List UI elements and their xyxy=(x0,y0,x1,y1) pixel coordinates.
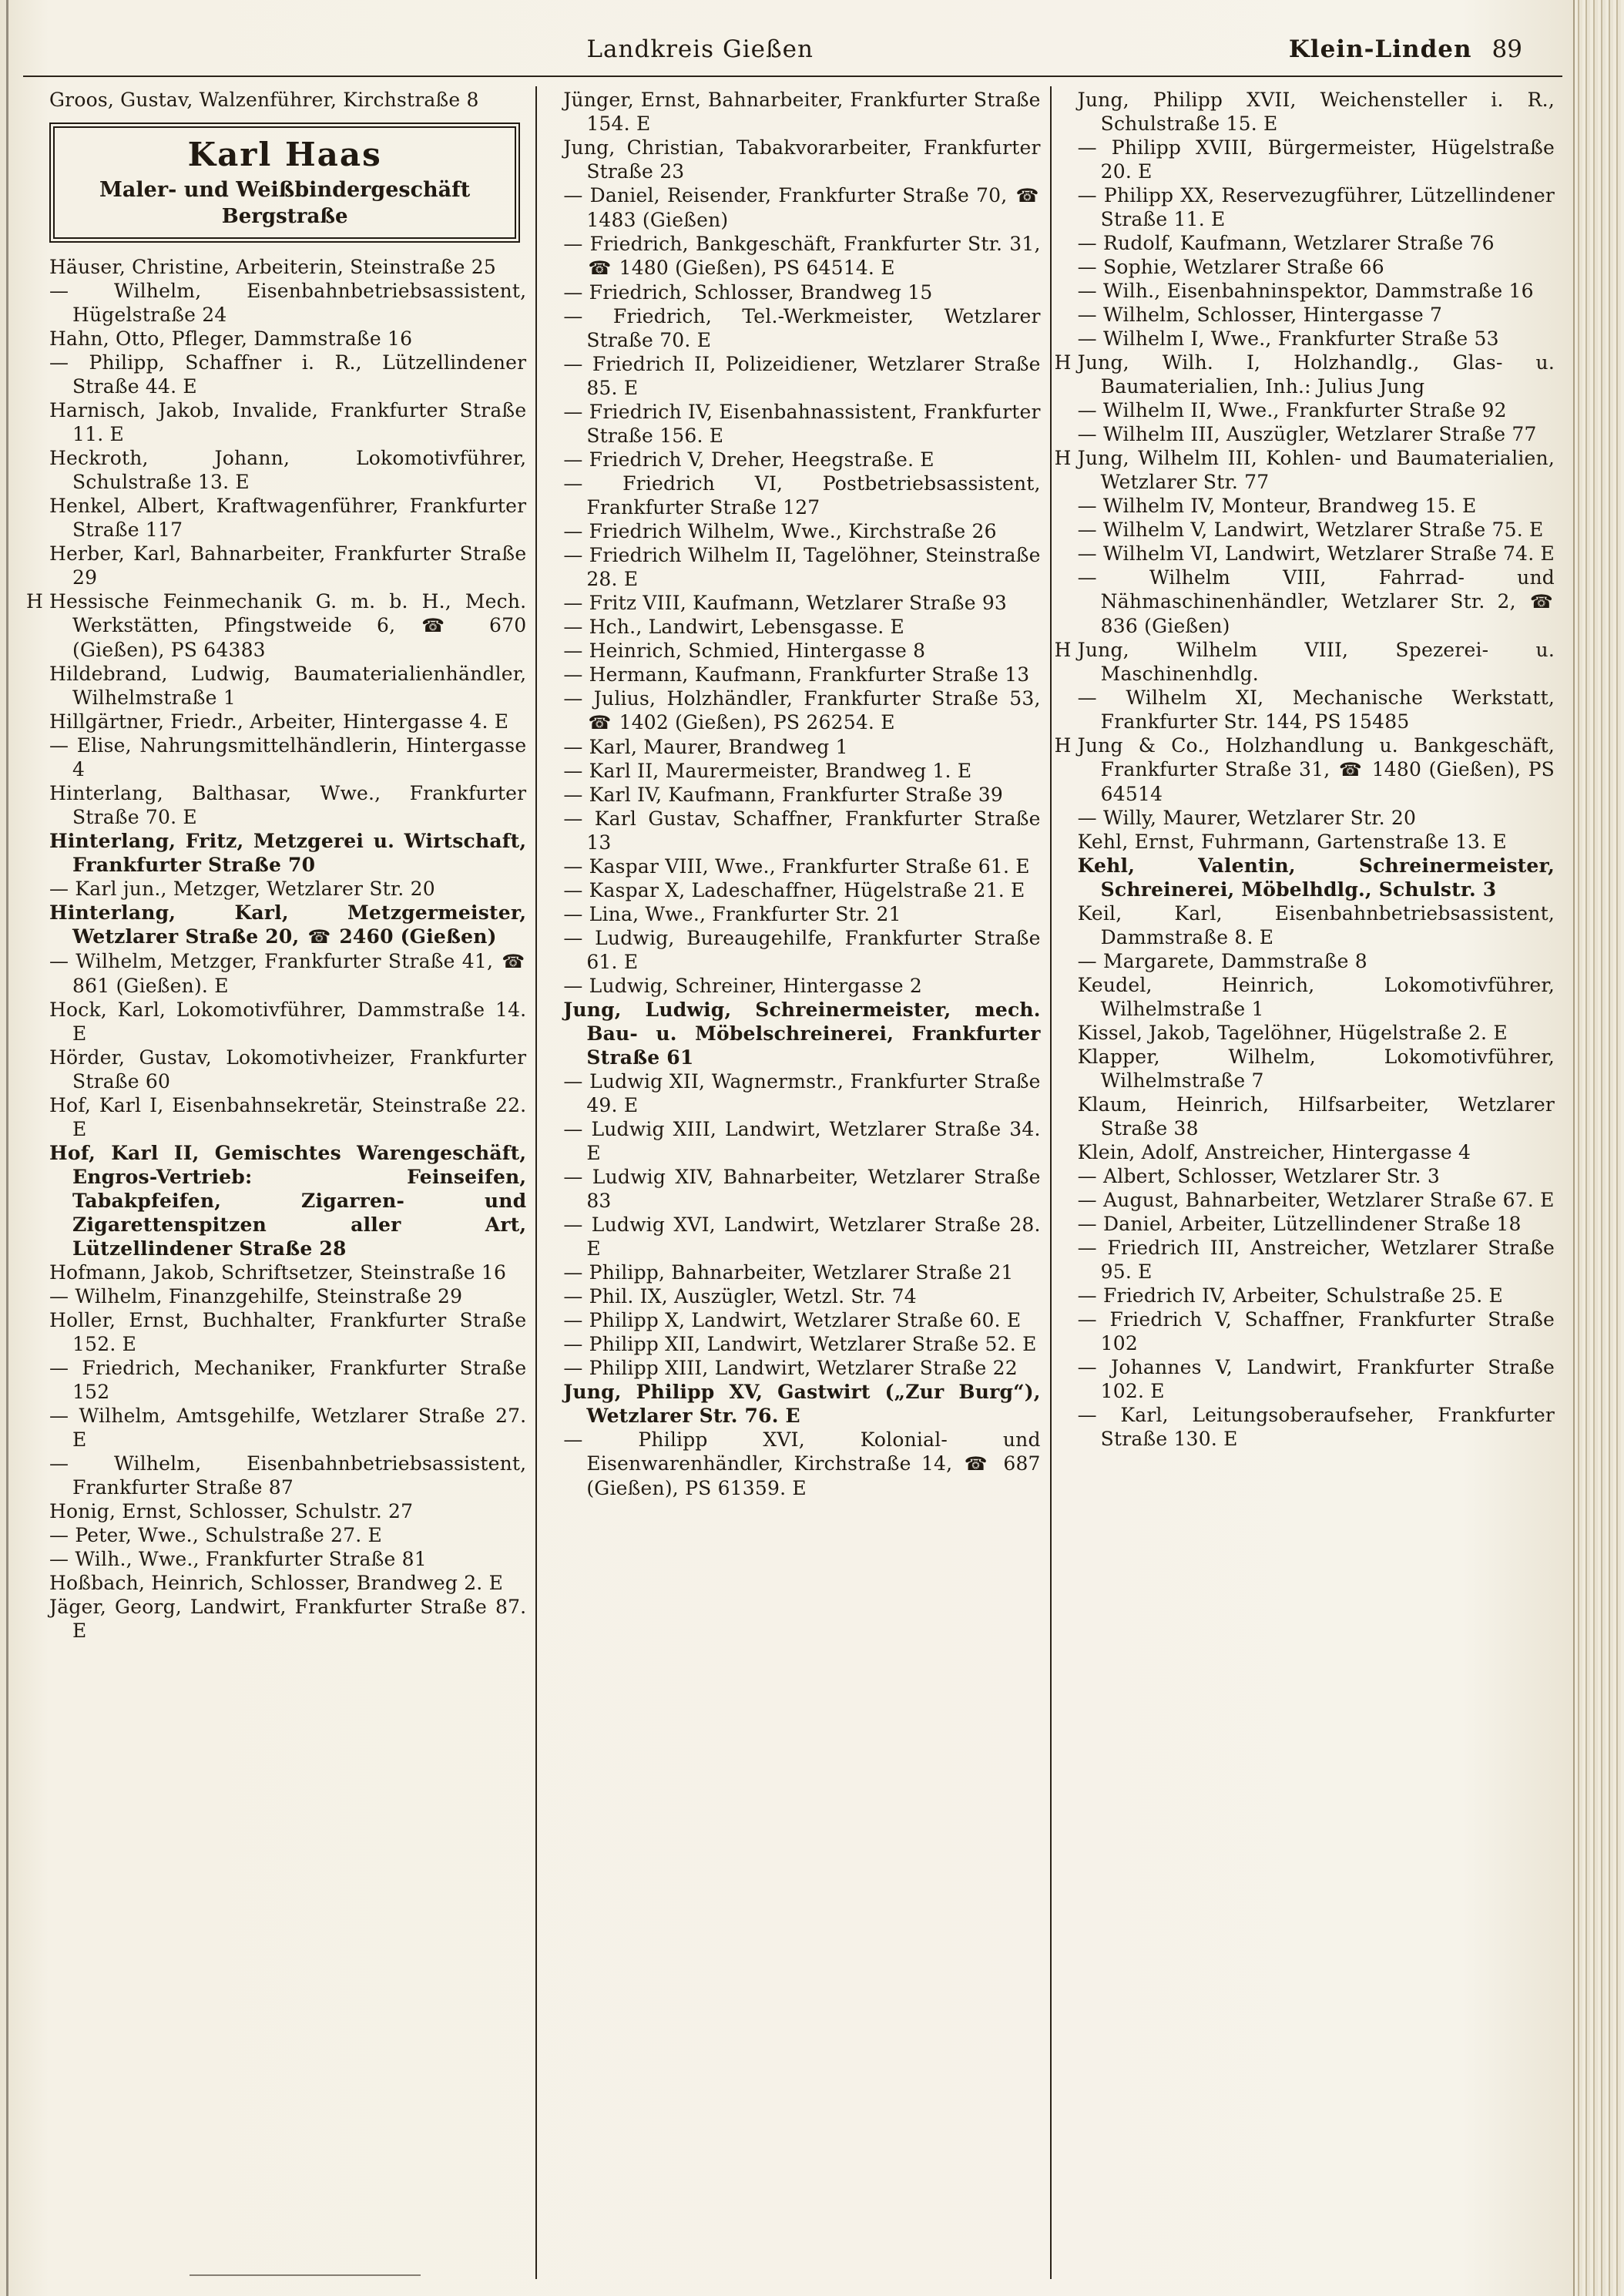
directory-entry: — Wilhelm, Amtsgehilfe, Wetzlarer Straße 27. E xyxy=(49,1405,527,1451)
directory-entry: — Daniel, Reisender, Frankfurter Straße 70, ☎ 1483 (Gießen) xyxy=(563,184,1039,231)
directory-entry: — Philipp X, Landwirt, Wetzlarer Straße 60. E xyxy=(563,1309,1022,1331)
directory-entry: — Wilhelm V, Landwirt, Wetzlarer Straße 75. E xyxy=(1077,519,1544,541)
page-header xyxy=(26,35,1558,71)
directory-entry: — Wilh., Eisenbahninspektor, Dammstraße 16 xyxy=(1077,280,1534,302)
directory-entry: — Ludwig XIII, Landwirt, Wetzlarer Straße 34. E xyxy=(563,1118,1041,1164)
directory-entry: H Jung & Co., Holzhandlung u. Bankgeschäft, Frankfurter Straße 31, ☎ 1480 (Gießen), PS 64514 xyxy=(1054,734,1555,805)
directory-entry: Honig, Ernst, Schlosser, Schulstr. 27 xyxy=(49,1500,414,1522)
directory-entry: — Karl, Leitungsoberaufseher, Frankfurter Straße 130. E xyxy=(1077,1404,1555,1450)
directory-entry: Hinterlang, Karl, Metzgermeister, Wetzlarer Straße 20, ☎ 2460 (Gießen) xyxy=(49,901,527,948)
directory-entry: Hahn, Otto, Pfleger, Dammstraße 16 xyxy=(49,327,413,350)
directory-entry: — Wilhelm, Eisenbahnbetriebsassistent, Frankfurter Straße 87 xyxy=(49,1452,527,1499)
directory-entry: Hildebrand, Ludwig, Baumaterialienhändler, Wilhelmstraße 1 xyxy=(49,663,527,709)
directory-entry: — Karl, Maurer, Brandweg 1 xyxy=(563,736,848,758)
directory-entry: — Hch., Landwirt, Lebensgasse. E xyxy=(563,616,904,638)
directory-entry: — Friedrich V, Schaffner, Frankfurter Straße 102 xyxy=(1077,1308,1555,1354)
phone-icon: ☎ xyxy=(307,926,331,948)
directory-entry: — Ludwig XVI, Landwirt, Wetzlarer Straße 28. E xyxy=(563,1213,1041,1260)
directory-entry: — Philipp, Schaffner i. R., Lützellindener Straße 44. E xyxy=(49,351,527,398)
directory-entry: — Rudolf, Kaufmann, Wetzlarer Straße 76 xyxy=(1077,232,1495,254)
directory-entry: — Karl IV, Kaufmann, Frankfurter Straße 39 xyxy=(563,784,1004,806)
directory-entry: Hörder, Gustav, Lokomotivheizer, Frankfurter Straße 60 xyxy=(49,1046,527,1093)
directory-entry: — Wilhelm II, Wwe., Frankfurter Straße 92 xyxy=(1077,399,1507,421)
directory-entry: — Ludwig XII, Wagnermstr., Frankfurter Straße 49. E xyxy=(563,1070,1041,1116)
directory-entry: — Margarete, Dammstraße 8 xyxy=(1077,950,1367,972)
directory-entry: — Johannes V, Landwirt, Frankfurter Straße 102. E xyxy=(1077,1356,1555,1402)
directory-entry: Hock, Karl, Lokomotivführer, Dammstraße 14. E xyxy=(49,999,527,1045)
margin-letter: H xyxy=(1054,447,1072,469)
place-title: Klein-Linden xyxy=(1288,35,1472,63)
directory-entry: Häuser, Christine, Arbeiterin, Steinstraße 25 xyxy=(49,256,496,278)
directory-entry: — Wilh., Wwe., Frankfurter Straße 81 xyxy=(49,1548,427,1570)
margin-letter: H xyxy=(1054,734,1072,757)
directory-entry: — Philipp, Bahnarbeiter, Wetzlarer Straße 21 xyxy=(563,1261,1014,1284)
directory-entry: — Philipp XVI, Kolonial- und Eisenwarenhändler, Kirchstraße 14, ☎ 687 (Gießen), PS 61359. E xyxy=(563,1428,1041,1499)
ad-title: Karl Haas xyxy=(187,136,382,173)
directory-entry: — Philipp XX, Reservezugführer, Lützellindener Straße 11. E xyxy=(1077,184,1555,230)
directory-entry: Jung, Philipp XV, Gastwirt („Zur Burg“), Wetzlarer Str. 76. E xyxy=(563,1381,1041,1427)
column-1 xyxy=(23,86,535,2279)
directory-entry: Keil, Karl, Eisenbahnbetriebsassistent, Dammstraße 8. E xyxy=(1077,902,1555,948)
directory-entry: — Friedrich II, Polizeidiener, Wetzlarer Straße 85. E xyxy=(563,353,1041,399)
directory-entry: — Julius, Holzhändler, Frankfurter Straße 53, ☎ 1402 (Gießen), PS 26254. E xyxy=(563,687,1041,733)
directory-entry: — Friedrich, Mechaniker, Frankfurter Straße 152 xyxy=(49,1357,527,1403)
directory-entry: — Wilhelm VI, Landwirt, Wetzlarer Straße 74. E xyxy=(1077,542,1555,565)
directory-entry: Groos, Gustav, Walzenführer, Kirchstraße 8 xyxy=(49,89,479,111)
directory-entry: — Friedrich, Schlosser, Brandweg 15 xyxy=(563,281,933,304)
directory-entry: — Wilhelm I, Wwe., Frankfurter Straße 53 xyxy=(1077,327,1499,350)
directory-entry: — Friedrich, Bankgeschäft, Frankfurter Str. 31, ☎ 1480 (Gießen), PS 64514. E xyxy=(563,233,1041,279)
directory-entry: — Sophie, Wetzlarer Straße 66 xyxy=(1077,256,1384,278)
directory-entry: — Ludwig, Schreiner, Hintergasse 2 xyxy=(563,975,922,997)
phone-icon: ☎ xyxy=(1529,591,1553,613)
directory-entry: — Elise, Nahrungsmittelhändlerin, Hintergasse 4 xyxy=(49,734,527,780)
directory-entry: Henkel, Albert, Kraftwagenführer, Frankfurter Straße 117 xyxy=(49,495,527,541)
directory-entry: — Albert, Schlosser, Wetzlarer Str. 3 xyxy=(1077,1165,1440,1187)
ad-subtitle: Maler- und Weißbindergeschäft xyxy=(99,178,471,202)
directory-columns xyxy=(23,86,1564,2279)
directory-entry: — Fritz VIII, Kaufmann, Wetzlarer Straße 93 xyxy=(563,592,1008,614)
phone-icon: ☎ xyxy=(1338,759,1364,780)
section-title: Landkreis Gießen xyxy=(586,35,814,63)
directory-entry: Hof, Karl I, Eisenbahnsekretär, Steinstraße 22. E xyxy=(49,1094,527,1140)
directory-entry: — Wilhelm III, Auszügler, Wetzlarer Straße 77 xyxy=(1077,423,1537,445)
directory-entry: Herber, Karl, Bahnarbeiter, Frankfurter Straße 29 xyxy=(49,542,527,589)
directory-entry: Klein, Adolf, Anstreicher, Hintergasse 4 xyxy=(1077,1141,1471,1163)
column-3 xyxy=(1050,86,1564,2279)
directory-entry: — Wilhelm, Eisenbahnbetriebsassistent, Hügelstraße 24 xyxy=(49,280,527,326)
directory-entry: Kehl, Valentin, Schreinermeister, Schreinerei, Möbelhdlg., Schulstr. 3 xyxy=(1077,854,1555,901)
directory-entry: — Friedrich Wilhelm, Wwe., Kirchstraße 26 xyxy=(563,520,997,542)
directory-entry: — August, Bahnarbeiter, Wetzlarer Straße 67. E xyxy=(1077,1189,1555,1211)
directory-entry: — Kaspar VIII, Wwe., Frankfurter Straße 61. E xyxy=(563,855,1030,878)
directory-entry: Jung, Philipp XVII, Weichensteller i. R., Schulstraße 15. E xyxy=(1077,89,1555,135)
directory-entry: — Friedrich IV, Arbeiter, Schulstraße 25. E xyxy=(1077,1284,1503,1307)
directory-entry: — Hermann, Kaufmann, Frankfurter Straße 13 xyxy=(563,663,1030,686)
advertisement-box xyxy=(49,123,520,243)
directory-entry: Hinterlang, Balthasar, Wwe., Frankfurter Straße 70. E xyxy=(49,782,527,828)
directory-entry: — Friedrich IV, Eisenbahnassistent, Frankfurter Straße 156. E xyxy=(563,401,1041,447)
directory-entry: H Jung, Wilhelm VIII, Spezerei- u. Maschinenhdlg. xyxy=(1054,639,1555,685)
directory-entry: Heckroth, Johann, Lokomotivführer, Schulstraße 13. E xyxy=(49,447,527,493)
directory-entry: H Jung, Wilh. I, Holzhandlg., Glas- u. Baumaterialien, Inh.: Julius Jung xyxy=(1054,351,1555,398)
directory-entry: — Wilhelm, Metzger, Frankfurter Straße 41, ☎ 861 (Gießen). E xyxy=(49,950,525,997)
directory-entry: — Lina, Wwe., Frankfurter Str. 21 xyxy=(563,903,901,925)
directory-entry: — Friedrich III, Anstreicher, Wetzlarer Straße 95. E xyxy=(1077,1237,1555,1283)
directory-entry: Kehl, Ernst, Fuhrmann, Gartenstraße 13. E xyxy=(1077,831,1507,853)
phone-icon: ☎ xyxy=(588,257,612,279)
margin-letter: H xyxy=(26,590,44,613)
directory-entry: — Friedrich, Tel.-Werkmeister, Wetzlarer Straße 70. E xyxy=(563,305,1041,351)
phone-icon: ☎ xyxy=(588,712,612,733)
directory-entry: — Wilhelm VIII, Fahrrad- und Nähmaschinenhändler, Wetzlarer Str. 2, ☎ 836 (Gießen) xyxy=(1077,566,1555,637)
directory-entry: Jünger, Ernst, Bahnarbeiter, Frankfurter Straße 154. E xyxy=(563,89,1041,135)
directory-entry: — Willy, Maurer, Wetzlarer Str. 20 xyxy=(1077,807,1417,829)
directory-entry: H Jung, Wilhelm III, Kohlen- und Baumaterialien, Wetzlarer Str. 77 xyxy=(1054,447,1555,493)
directory-entry: — Phil. IX, Auszügler, Wetzl. Str. 74 xyxy=(563,1285,917,1307)
directory-entry: — Karl Gustav, Schaffner, Frankfurter Straße 13 xyxy=(563,807,1041,854)
directory-entry: — Ludwig, Bureaugehilfe, Frankfurter Straße 61. E xyxy=(563,927,1041,973)
phone-icon: ☎ xyxy=(1015,185,1039,206)
ad-address: Bergstraße xyxy=(221,205,348,228)
directory-entry: Holler, Ernst, Buchhalter, Frankfurter Straße 152. E xyxy=(49,1309,527,1355)
page-number: 89 xyxy=(1491,35,1522,63)
directory-entry: Hof, Karl II, Gemischtes Warengeschäft, Engros-Vertrieb: Feinseifen, Tabakpfeifen, Zigarren- und Zigarettenspitzen aller Art, Lützellindener Straße 28 xyxy=(49,1142,527,1260)
directory-entry: — Friedrich Wilhelm II, Tagelöhner, Steinstraße 28. E xyxy=(563,544,1041,590)
directory-entry: — Philipp XVIII, Bürgermeister, Hügelstraße 20. E xyxy=(1077,136,1555,183)
directory-entry: — Ludwig XIV, Bahnarbeiter, Wetzlarer Straße 83 xyxy=(563,1166,1041,1212)
directory-entry: Jung, Christian, Tabakvorarbeiter, Frankfurter Straße 23 xyxy=(563,136,1041,183)
directory-entry: — Karl jun., Metzger, Wetzlarer Str. 20 xyxy=(49,878,435,900)
directory-entry: Jung, Ludwig, Schreinermeister, mech. Bau- u. Möbelschreinerei, Frankfurter Straße 61 xyxy=(563,999,1041,1069)
phone-icon: ☎ xyxy=(421,615,464,636)
directory-entry: Hillgärtner, Friedr., Arbeiter, Hintergasse 4. E xyxy=(49,710,509,733)
scan-edge-line xyxy=(6,0,8,2296)
directory-entry: — Peter, Wwe., Schulstraße 27. E xyxy=(49,1524,382,1546)
directory-entry: — Friedrich V, Dreher, Heegstraße. E xyxy=(563,448,934,471)
margin-letter: H xyxy=(1054,639,1072,661)
directory-entry: Hoßbach, Heinrich, Schlosser, Brandweg 2. E xyxy=(49,1572,504,1594)
directory-entry: — Wilhelm, Finanzgehilfe, Steinstraße 29 xyxy=(49,1285,463,1307)
phone-icon: ☎ xyxy=(502,951,525,972)
header-rule xyxy=(23,76,1562,77)
phone-icon: ☎ xyxy=(964,1453,992,1475)
directory-entry: — Wilhelm IV, Monteur, Brandweg 15. E xyxy=(1077,495,1477,517)
directory-entry: — Heinrich, Schmied, Hintergasse 8 xyxy=(563,639,926,662)
directory-entry: Hofmann, Jakob, Schriftsetzer, Steinstraße 16 xyxy=(49,1261,507,1284)
directory-entry: Kissel, Jakob, Tagelöhner, Hügelstraße 2. E xyxy=(1077,1022,1508,1044)
column-2 xyxy=(535,86,1049,2279)
directory-entry: — Wilhelm, Schlosser, Hintergasse 7 xyxy=(1077,304,1443,326)
directory-entry: Hinterlang, Fritz, Metzgerei u. Wirtschaft, Frankfurter Straße 70 xyxy=(49,830,527,876)
directory-entry: — Wilhelm XI, Mechanische Werkstatt, Frankfurter Str. 144, PS 15485 xyxy=(1077,686,1555,733)
directory-entry: Klapper, Wilhelm, Lokomotivführer, Wilhelmstraße 7 xyxy=(1077,1046,1555,1092)
directory-entry: — Karl II, Maurermeister, Brandweg 1. E xyxy=(563,760,972,782)
running-title xyxy=(1289,35,1522,63)
directory-entry: — Philipp XIII, Landwirt, Wetzlarer Straße 22 xyxy=(563,1357,1018,1379)
book-page-edges xyxy=(1573,0,1624,2296)
directory-entry: Jäger, Georg, Landwirt, Frankfurter Straße 87. E xyxy=(49,1596,527,1642)
directory-entry: — Friedrich VI, Postbetriebsassistent, Frankfurter Straße 127 xyxy=(563,472,1041,519)
margin-letter: H xyxy=(1054,351,1072,374)
directory-entry: — Daniel, Arbeiter, Lützellindener Straße 18 xyxy=(1077,1213,1522,1235)
directory-entry: — Philipp XII, Landwirt, Wetzlarer Straße 52. E xyxy=(563,1333,1037,1355)
directory-entry: H Hessische Feinmechanik G. m. b. H., Mech. Werkstätten, Pfingstweide 6, ☎ 670 (Gießen), PS 64383 xyxy=(26,590,527,661)
directory-entry: Klaum, Heinrich, Hilfsarbeiter, Wetzlarer Straße 38 xyxy=(1077,1093,1555,1140)
directory-entry: Keudel, Heinrich, Lokomotivführer, Wilhelmstraße 1 xyxy=(1077,974,1555,1020)
directory-entry: Harnisch, Jakob, Invalide, Frankfurter Straße 11. E xyxy=(49,399,527,445)
directory-entry: — Kaspar X, Ladeschaffner, Hügelstraße 21. E xyxy=(563,879,1025,901)
